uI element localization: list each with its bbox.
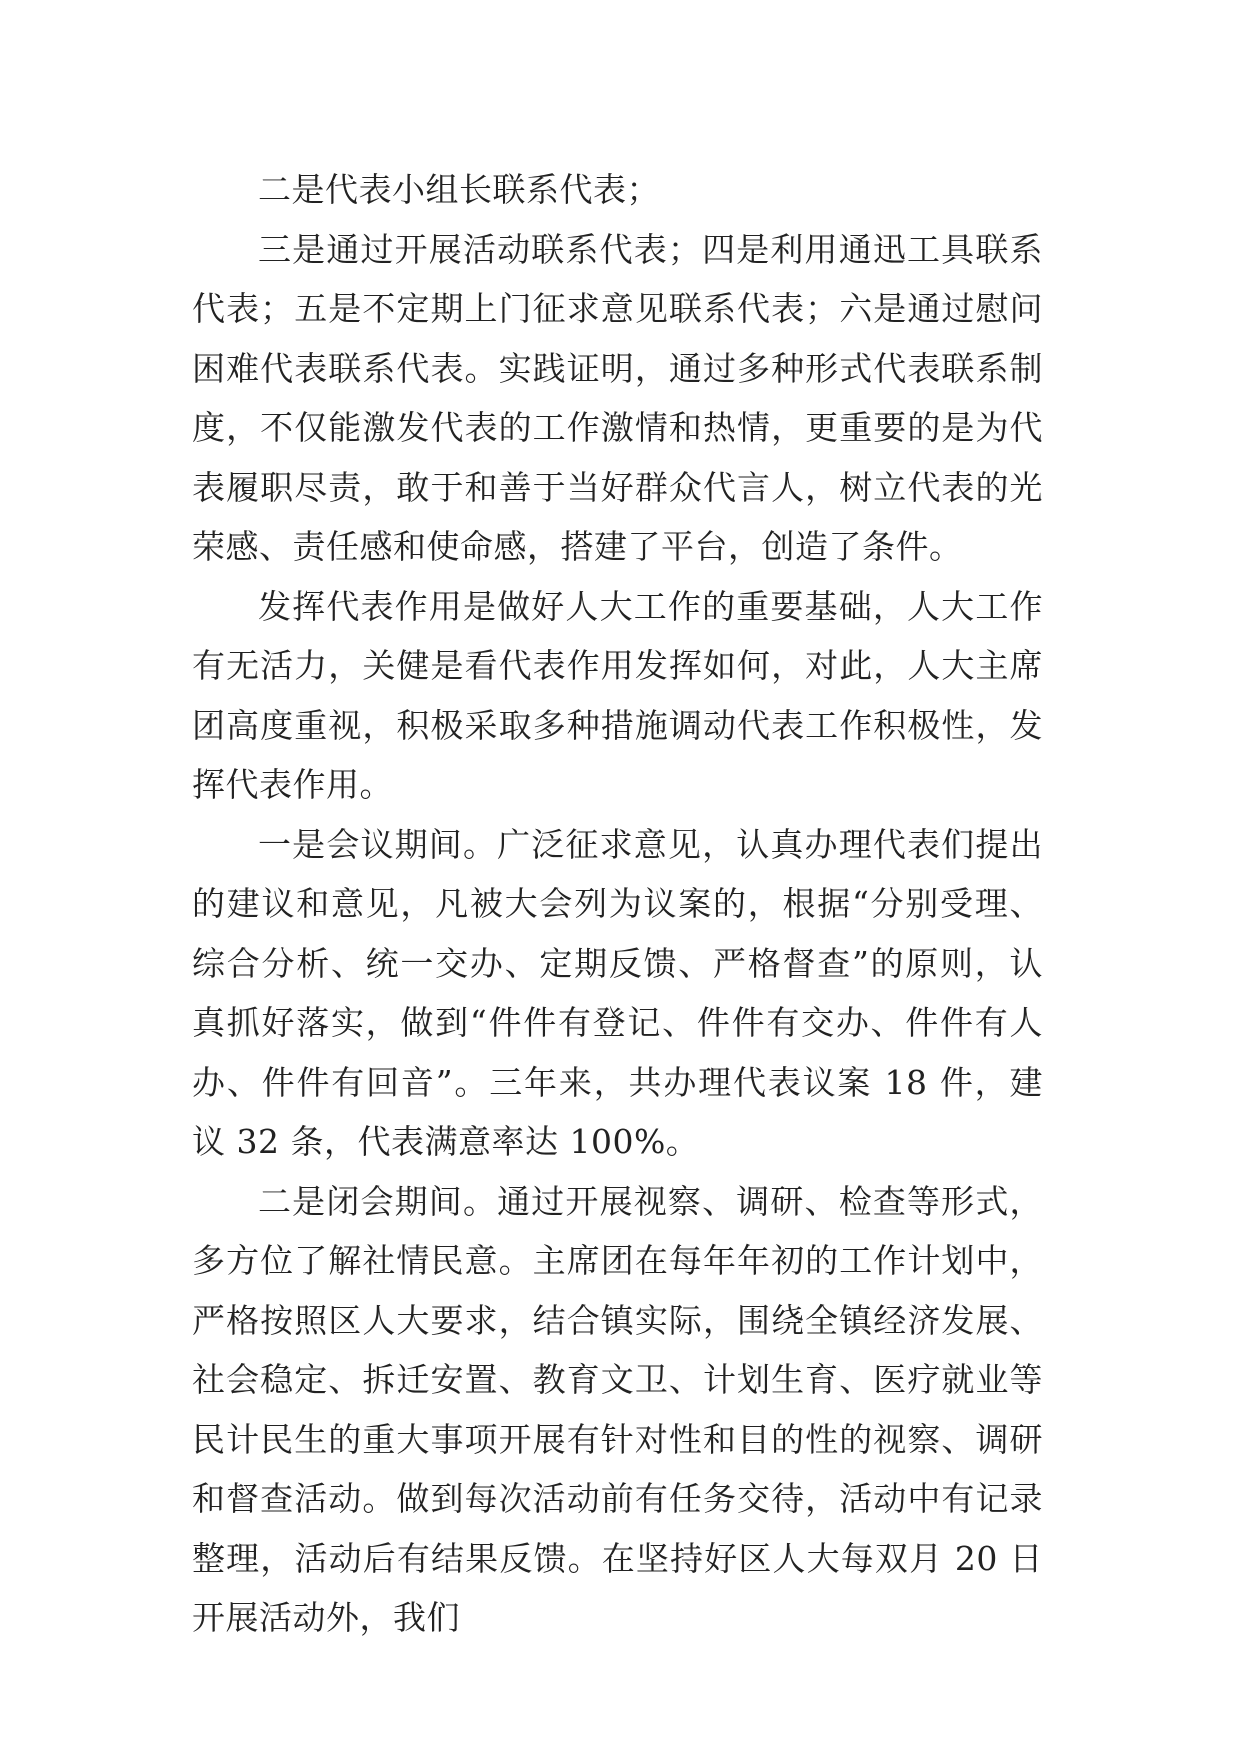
paragraph-2: 三是通过开展活动联系代表；四是利用通迅工具联系代表；五是不定期上门征求意见联系代表；六是通过慰问困难代表联系代表。实践证明，通过多种形式代表联系制度，不仅能激发代表的工作激情和热情，更重要的是为代表履职尽责，敢于和善于当好群众代言人，树立代表的光荣感、责任感和使命感，搭建了平台，创造了条件。 <box>192 229 1043 566</box>
paragraph-5: 二是闭会期间。通过开展视察、调研、检查等形式，多方位了解社情民意。主席团在每年年初的工作计划中，严格按照区人大要求，结合镇实际，围绕全镇经济发展、社会稳定、拆迁安置、教育文卫、计划生育、医疗就业等民计民生的重大事项开展有针对性和目的性的视察、调研和督查活动。做到每次活动前有任务交待，活动中有记录整理，活动后有结果反馈。在坚持好区人大每双月 20 日开展活动外，我们 <box>192 1181 1043 1637</box>
paragraph-3: 发挥代表作用是做好人大工作的重要基础，人大工作有无活力，关健是看代表作用发挥如何，对此，人大主席团高度重视，积极采取多种措施调动代表工作积极性，发挥代表作用。 <box>192 586 1043 804</box>
paragraph-4: 一是会议期间。广泛征求意见，认真办理代表们提出的建议和意见，凡被大会列为议案的，根据“分别受理、综合分析、统一交办、定期反馈、严格督查”的原则，认真抓好落实，做到“件件有登记、件件有交办、件件有人办、件件有回音”。三年来，共办理代表议案 18 件，建议 32 条，代表满意率达 100%。 <box>192 824 1043 1161</box>
paragraph-1: 二是代表小组长联系代表； <box>258 170 660 209</box>
body-text <box>192 160 1043 1648</box>
